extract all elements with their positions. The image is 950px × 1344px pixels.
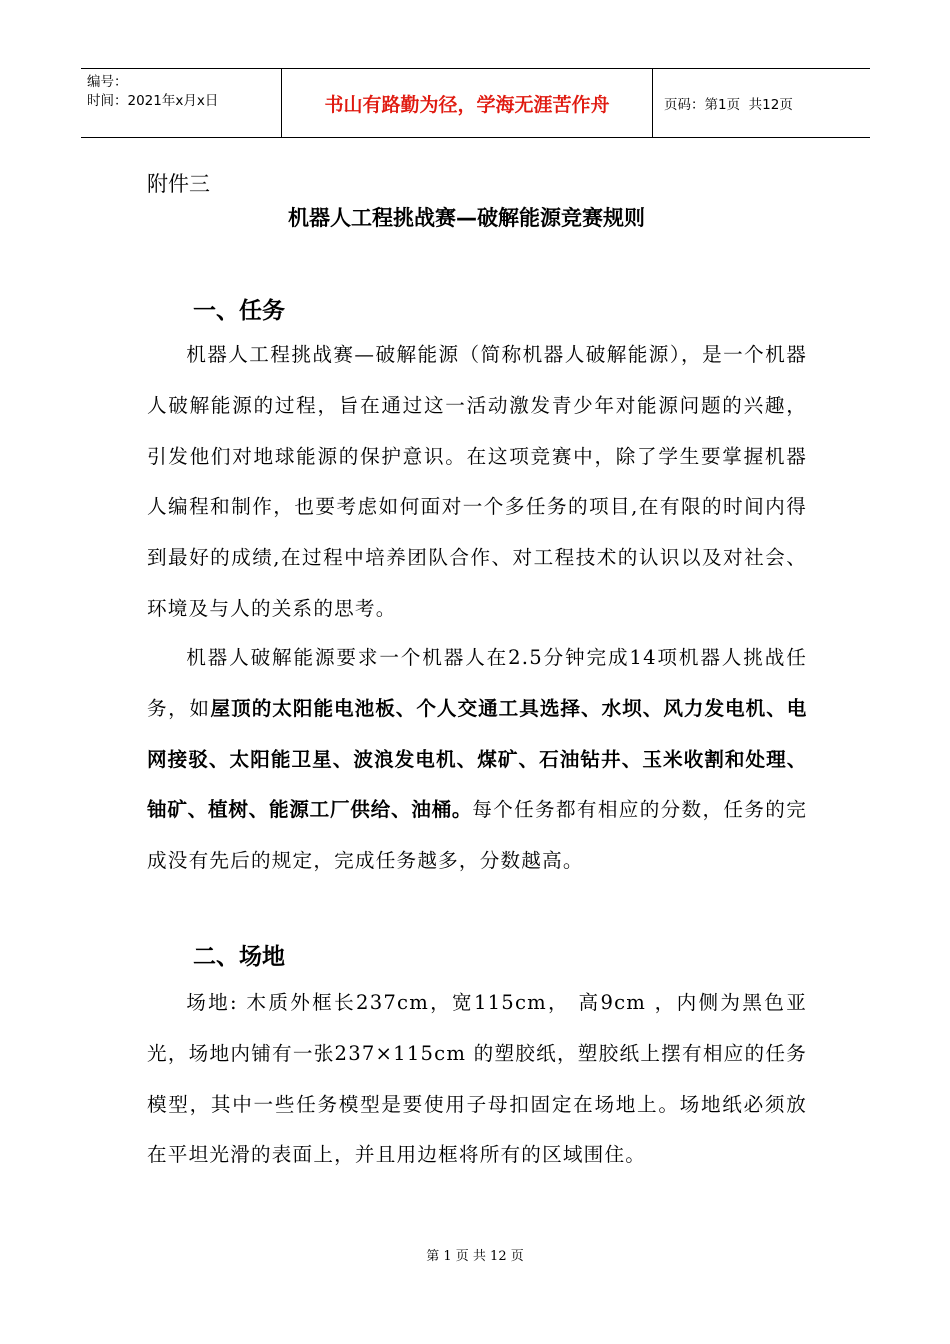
section-heading-task: 一、任务: [193, 298, 285, 324]
page-header: [81, 68, 870, 138]
time-label: 时间：2021年x月x日: [87, 93, 219, 109]
paragraph-field: 场地: 木质外框长237cm，宽115cm， 高9cm ，内侧为黑色亚光，场地内铺有一张237×115cm 的塑胶纸，塑胶纸上摆有相应的任务模型，其中一些任务模型是要使用子母扣固定在场地上。场地纸必须放在平坦光滑的表面上，并且用边框将所有的区域围住。: [147, 991, 807, 1167]
header-motto: 书山有路勤为径，学海无涯苦作舟: [281, 69, 653, 137]
page-info-text: 页码：第1页 共12页: [664, 97, 793, 113]
task-list-lead: 机器人破解能源要求一个机器人在2.5分钟完成14项机器人挑战任务，如: [147, 646, 807, 720]
task-list-tail: 每个任务都有相应的分数，任务的完成没有先后的规定，完成任务越多，分数越高。: [147, 798, 807, 873]
attachment-label: 附件三: [147, 172, 210, 196]
paragraph-task-list: [147, 633, 807, 887]
task-list-items: 屋顶的太阳能电池板、个人交通工具选择、水坝、风力发电机、电网接驳、太阳能卫星、波浪发电机、煤矿、石油钻井、玉米收割和处理、铀矿、植树、能源工厂供给、油桶。: [147, 696, 807, 822]
section-heading-field: 二、场地: [193, 944, 285, 970]
header-meta: [81, 69, 281, 137]
paragraph-task-intro: 机器人工程挑战赛—破解能源（简称机器人破解能源），是一个机器人破解能源的过程，旨在通过这一活动激发青少年对能源问题的兴趣，引发他们对地球能源的保护意识。在这项竞赛中，除了学生要掌握机器人编程和制作，也要考虑如何面对一个多任务的项目,在有限的时间内得到最好的成绩,在过程中培养团队合作、对工程技术的认识以及对社会、环境及与人的关系的思考。: [147, 343, 807, 620]
serial-label: 编号：: [87, 74, 128, 90]
page-footer: 第 1 页 共 12 页: [426, 1249, 524, 1264]
document-title: 机器人工程挑战赛—破解能源竞赛规则: [288, 206, 645, 230]
header-page-info: [653, 69, 870, 137]
